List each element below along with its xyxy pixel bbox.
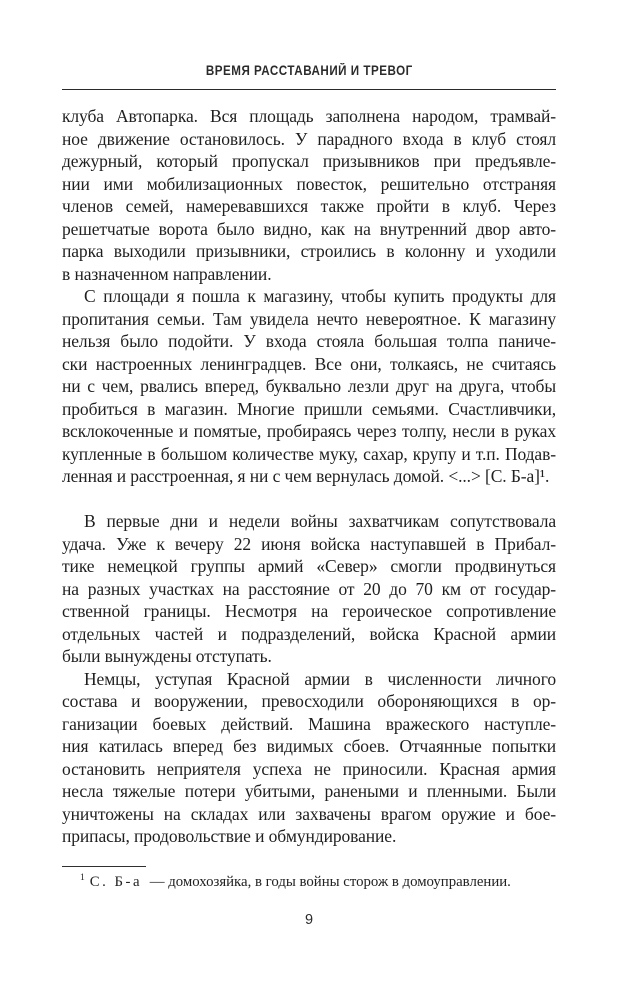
text-line: ственной границы. Несмотря на героическое сопротивление: [62, 601, 556, 621]
page-number: 9: [304, 912, 314, 928]
paragraph-3: [62, 510, 556, 668]
text-line: уничтожены на складах или захвачены врагом оружие и бое-: [62, 803, 556, 824]
text-line: дежурный, который пропускал призывников при предъявле-: [62, 151, 556, 171]
text-line: парка выходили призывники, строились в колонну и уходили: [62, 241, 556, 261]
footnote: [62, 873, 556, 892]
text-line: удача. Уже к вечеру 22 июня войска наступавшей в Прибал-: [62, 533, 556, 554]
header-rule: [62, 89, 556, 90]
footnote-marker: 1: [80, 873, 85, 884]
text-line: на разных участках на расстояние от 20 до 70 км от государ-: [62, 578, 556, 599]
text-line: ния катилась вперед без видимых сбоев. Отчаянные попытки: [62, 736, 556, 756]
footnote-person: С. Б-а: [89, 874, 143, 890]
text-line: всклокоченные и помятые, пробираясь через толпу, несли в руках: [62, 421, 556, 441]
body-text: [62, 105, 556, 848]
text-line: припасы, продовольствие и обмундирование.: [62, 826, 397, 846]
text-line: тике немецкой группы армий «Север» смогли продвинуться: [62, 556, 556, 576]
text-line: нии ими мобилизационных повесток, решительно отстраняя: [62, 173, 556, 194]
text-line: Немцы, уступая Красной армии в численности личного: [84, 668, 556, 689]
text-line: состава и вооружении, превосходили обороняющихся в ор-: [62, 691, 556, 711]
text-line: отдельных частей и подразделений, войска Красной армии: [62, 623, 556, 644]
footnote-text: — домохозяйка, в годы войны сторож в домоуправлении.: [149, 874, 511, 890]
paragraph-4: [62, 668, 556, 848]
text-line: купленные в большом количестве муку, сахар, крупу и т.п. Подав-: [62, 443, 556, 464]
paragraph-1: [62, 105, 556, 285]
text-line: ски настроенных ленинградцев. Все они, толкаясь, не считаясь: [62, 353, 556, 374]
text-line: ганизации боевых действий. Машина вражеского наступле-: [62, 713, 556, 734]
text-line: несла тяжелые потери убитыми, ранеными и пленными. Были: [62, 781, 556, 801]
text-line: В первые дни и недели войны захватчикам сопутствовала: [84, 511, 556, 531]
text-line: клуба Автопарка. Вся площадь заполнена народом, трамвай-: [62, 106, 556, 126]
text-line: ное движение остановилось. У парадного входа в клуб стоял: [62, 128, 556, 149]
running-head: [62, 63, 556, 78]
text-line: в назначенном направлении.: [62, 263, 272, 284]
text-line: нельзя было подойти. У входа стояла большая толпа паниче-: [62, 331, 556, 351]
text-line: членов семей, намеревавшихся также пройти в клуб. Через: [62, 196, 556, 216]
text-line: ленная и расстроенная, я ни с чем вернулась домой. <...> [С. Б-а]¹.: [62, 466, 550, 486]
text-line: С площади я пошла к магазину, чтобы купить продукты для: [84, 286, 556, 306]
text-line: остановить неприятеля успеха не приносили. Красная армия: [62, 758, 556, 779]
text-line: были вынуждены отступать.: [62, 646, 272, 666]
text-line: пропитания семьи. Там увидела нечто невероятное. К магазину: [62, 308, 556, 329]
text-line: решетчатые ворота было видно, как на внутренний двор авто-: [62, 218, 556, 239]
paragraph-2: [62, 285, 556, 488]
footnote-separator-rule: [62, 866, 146, 867]
text-line: пробиться в магазин. Многие пришли семьями. Счастливчики,: [62, 398, 556, 419]
running-head-text: ВРЕМЯ РАССТАВАНИЙ И ТРЕВОГ: [205, 63, 413, 78]
text-line: ни с чем, рвались вперед, буквально лезли друг на друга, чтобы: [62, 376, 556, 396]
